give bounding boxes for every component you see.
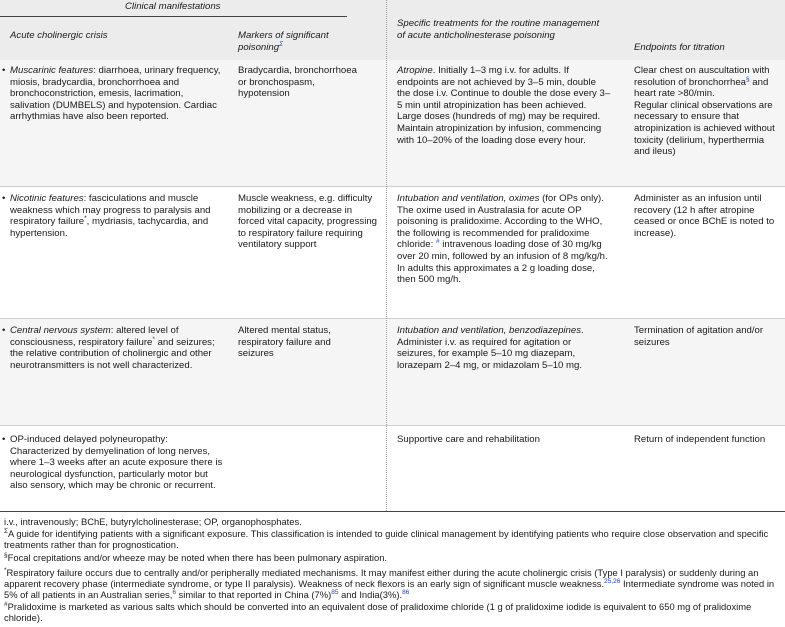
footnote-section xyxy=(4,552,782,563)
oxime-lead: Intubation and ventilation, oximes xyxy=(397,193,540,204)
benzo-text: . Administer i.v. as required for agitation or seizures, for example 5–10 mg diazepam, lorazepam 2–4 mg, or midazolam 5–10 mg. xyxy=(397,325,584,371)
nicotinic-b: , mydriasis, tachycardia, and hypertension. xyxy=(10,216,209,239)
table-row xyxy=(0,60,785,186)
polyneuropathy-cell xyxy=(2,434,223,492)
star-text-d: and India(3%). xyxy=(338,589,403,601)
col-header-markers-b: poisoning xyxy=(238,41,280,53)
oxime-text: The oxime used in Australasia for acute OP poisoning is pralidoxime. According to the WHO, the following is recommended for pralidoxime chloride: xyxy=(397,204,603,251)
oxime-treatment xyxy=(397,193,613,286)
col-header-endpoints: Endpoints for titration xyxy=(634,42,725,53)
sigma-text: A guide for identifying patients with a significant exposure. This classification is intended to guide clinical management by identifying patients who require close observation and specific treatments rather than for prognostication. xyxy=(4,528,769,551)
col-header-markers-a: Markers of significant xyxy=(238,30,329,41)
bullet: • xyxy=(2,193,6,204)
benzo-lead: Intubation and ventilation, benzodiazepines xyxy=(397,325,582,336)
star-ref: * xyxy=(152,335,155,343)
atropine-lead: Atropine xyxy=(397,65,433,76)
polyneuropathy-endpoint: Return of independent function xyxy=(634,434,766,445)
oxime-endpoint: Administer as an infusion until recovery (12 h after atropine ceased or once BChE is noted to increase). xyxy=(634,193,775,239)
table-header xyxy=(0,0,785,60)
endpoint-c: Regular clinical observations are necessary to ensure that atropinization is achieved without toxicity (delirium, hyperthermia and ileus) xyxy=(634,99,775,158)
section-mark: § xyxy=(4,551,8,559)
footnote-hash xyxy=(4,601,782,623)
star-text-b: Intermediate syndrome was noted in 5% of all patients in an Australian series, xyxy=(4,578,775,601)
footnote-star xyxy=(4,567,782,601)
star-text-a: Respiratory failure occurs due to centrally and/or peripherally mediated mechanisms. It may manifest either during the acute cholinergic crisis (Type I paralysis) or suddenly during an apparent recovery phase (intermediate syndrome, or type II paralysis). Weakness of neck flexors is an early sign of significant muscle weakness. xyxy=(4,567,759,590)
hash-ref: # xyxy=(435,238,440,246)
bullet: • xyxy=(2,434,6,445)
table-bottom-rule xyxy=(0,511,785,512)
atropine-treatment xyxy=(397,65,611,146)
bullet: • xyxy=(2,325,6,336)
hash-mark: # xyxy=(4,600,8,608)
col-header-acute-crisis: Acute cholinergic crisis xyxy=(10,30,108,41)
section-ref: § xyxy=(746,75,750,83)
star-mark: * xyxy=(4,566,7,574)
star-ref1: 25,26 xyxy=(604,578,621,586)
cns-endpoint: Termination of agitation and/or seizures xyxy=(634,325,764,348)
atropine-endpoint xyxy=(634,65,782,158)
column-divider xyxy=(386,0,387,511)
muscarinic-text: : diarrhoea, urinary frequency, miosis, bradycardia, bronchorrhoea and bronchoconstriction, emesis, lacrimation, salivation (DUMBELS) and hypotension. Cardiac arrhythmias have also been reported. xyxy=(10,65,221,123)
cns-lead: Central nervous system xyxy=(10,325,111,336)
sigma-ref: Σ xyxy=(279,40,283,48)
clinical-manifestations-heading: Clinical manifestations xyxy=(125,1,221,12)
footnote-sigma xyxy=(4,528,782,550)
cns-a: : altered level of consciousness, respiratory failure xyxy=(10,325,179,348)
nicotinic-markers: Muscle weakness, e.g. difficulty mobilizing or a decrease in forced vital capacity, progressing to respiratory failure requiring ventilatory support xyxy=(238,193,377,251)
table-row xyxy=(0,319,785,425)
cns-markers: Altered mental status, respiratory failure and seizures xyxy=(238,325,331,360)
cns-cell xyxy=(2,325,223,371)
star-ref3: 85 xyxy=(331,589,339,597)
muscarinic-lead: Muscarinic features xyxy=(10,65,94,76)
muscarinic-markers: Bradycardia, bronchorrhoea or bronchospasm, hypotension xyxy=(238,65,357,100)
star-text-c: similar to that reported in China (7%) xyxy=(175,589,332,601)
col-header-treatments: Specific treatments for the routine management of acute anticholinesterase poisoning xyxy=(397,18,600,41)
atropine-text: . Initially 1–3 mg i.v. for adults. If endpoints are not achieved by 3–5 min, double the dose i.v. Continue to double the dose every 3–5 min until atropinization has been achieved. Large doses (hundreds of mg) may be required. xyxy=(397,65,611,123)
footnote-abbreviations: i.v., intravenously; BChE, butyrylcholinesterase; OP, organophosphates. xyxy=(4,516,302,527)
atropine-text2: Maintain atropinization by infusion, commencing with 10–20% of the loading dose every hour. xyxy=(397,122,602,146)
endpoint-a: Clear chest on auscultation with resolution of bronchorrhea xyxy=(634,65,770,88)
nicotinic-lead: Nicotinic features xyxy=(10,193,84,204)
star-ref2: 6 xyxy=(172,589,176,597)
star-ref: * xyxy=(84,215,87,222)
sigma-mark: Σ xyxy=(4,527,9,535)
star-ref4: 86 xyxy=(402,589,410,597)
oxime-lead-b: (for OPs only). xyxy=(539,193,604,204)
table-row xyxy=(0,187,785,318)
bullet: • xyxy=(2,65,6,76)
nicotinic-cell xyxy=(2,193,223,239)
oxime-text2: intravenous loading dose of 30 mg/kg over 20 min, followed by an infusion of 8 mg/kg/h. In adults this approximates a 2 g loading dose, then 500 mg/h. xyxy=(397,239,608,286)
endpoint-b: and heart rate >80/min. xyxy=(634,76,769,100)
table-row xyxy=(0,426,785,511)
nicotinic-a: : fasciculations and muscle weakness which may progress to paralysis and respiratory failure xyxy=(10,193,211,228)
hash-text: Pralidoxime is marketed as various salts which should be converted into an equivalent dose of pralidoxime chloride (1 g of pralidoxime iodide is equivalent to 650 mg of pralidoxime chloride). xyxy=(4,601,752,624)
benzo-treatment xyxy=(397,325,612,371)
polyneuropathy-text: OP-induced delayed polyneuropathy: Characterized by demyelination of long nerves, where 1–3 weeks after an acute exposure there is neurological dysfunction, particularly motor but also sensory, which may be chronic or recurrent. xyxy=(10,434,223,492)
muscarinic-cell xyxy=(2,65,223,123)
supportive-care: Supportive care and rehabilitation xyxy=(397,434,540,445)
section-text: Focal crepitations and/or wheeze may be noted when there has been pulmonary aspiration. xyxy=(7,552,388,563)
col-header-markers xyxy=(238,30,383,53)
header-rule xyxy=(0,16,347,17)
cns-b: and seizures; the relative contribution of cholinergic and other neurotransmitters is not well characterized. xyxy=(10,336,215,371)
